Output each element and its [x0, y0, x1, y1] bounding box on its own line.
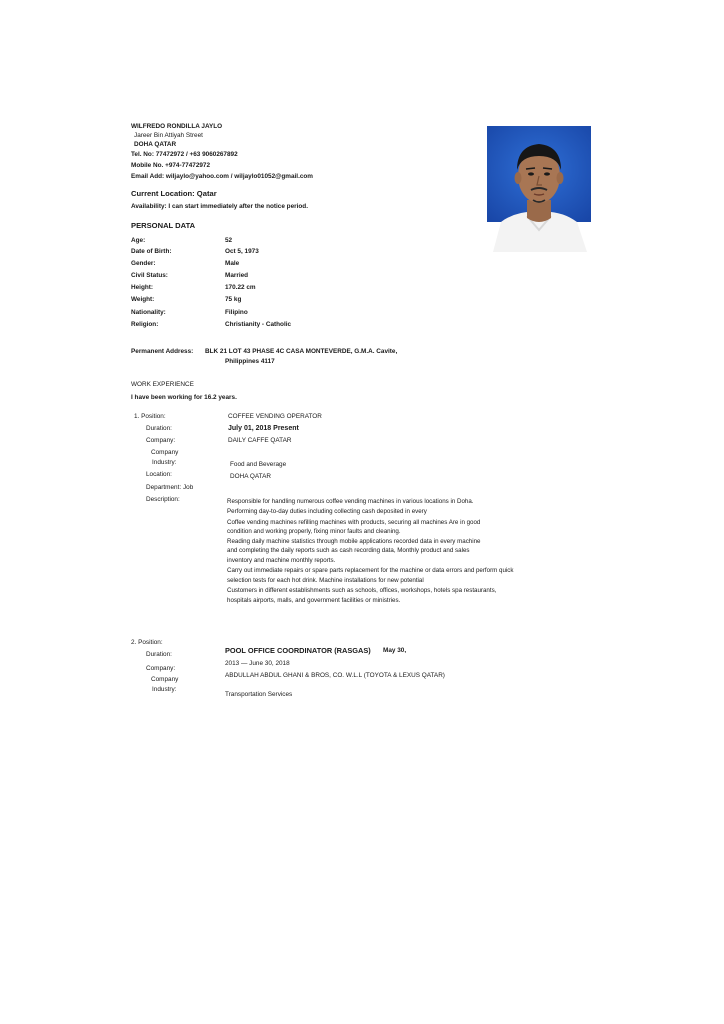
mobile: Mobile No. +974-77472972 [131, 162, 211, 169]
current-location: Current Location: Qatar [131, 189, 217, 198]
job1-description-line: Coffee vending machines refilling machines with products, securing all machines Are in good [227, 519, 481, 526]
job1-position: COFFEE VENDING OPERATOR [228, 413, 322, 420]
job2-position-date: May 30, [383, 647, 407, 654]
job2-position: POOL OFFICE COORDINATOR (RASGAS) [225, 646, 371, 655]
age-value: 52 [225, 237, 233, 244]
job2-industry: Transportation Services [225, 691, 293, 698]
job2-position-label: 2. Position: [131, 639, 163, 646]
job2-industry-label-2: Industry: [152, 686, 177, 693]
job1-description-line: hospitals airports, malls, and government facilities or ministries. [227, 597, 401, 604]
religion-label: Religion: [131, 321, 159, 328]
job1-industry-label-2: Industry: [152, 459, 177, 466]
job1-location-label: Location: [146, 471, 172, 478]
job1-department-label: Department: Job [146, 484, 194, 491]
job1-description-line: Responsible for handling numerous coffee vending machines in various locations in Doha. [227, 498, 474, 505]
job1-description-line: Reading daily machine statistics through mobile applications recorded data in every machine [227, 538, 481, 545]
city: DOHA QATAR [134, 141, 177, 148]
height-value: 170.22 cm [225, 284, 256, 291]
nationality-label: Nationality: [131, 309, 166, 316]
availability: Availability: I can start immediately after the notice period. [131, 203, 308, 210]
work-experience-heading: WORK EXPERIENCE [131, 381, 194, 388]
applicant-name: WILFREDO RONDILLA JAYLO [131, 123, 223, 130]
street-address: Jareer Bin Attiyah Street [134, 132, 203, 139]
job2-company: ABDULLAH ABDUL GHANI & BROS, CO. W.L.L (TOYOTA & LEXUS QATAR) [225, 672, 445, 679]
personal-data-heading: PERSONAL DATA [131, 221, 196, 230]
job1-duration-label: Duration: [146, 425, 172, 432]
email: Email Add: wiljaylo@yahoo.com / wiljaylo01052@gmail.com [131, 173, 313, 180]
gender-value: Male [225, 260, 240, 267]
permanent-address-label: Permanent Address: [131, 348, 194, 355]
work-experience-summary: I have been working for 16.2 years. [131, 394, 237, 401]
permanent-address-line1: BLK 21 LOT 43 PHASE 4C CASA MONTEVERDE, G.M.A. Cavite, [205, 348, 398, 355]
nationality-value: Filipino [225, 309, 248, 316]
civil-status-label: Civil Status: [131, 272, 168, 279]
dob-label: Date of Birth: [131, 248, 172, 255]
weight-value: 75 kg [225, 296, 242, 303]
civil-status-value: Married [225, 272, 249, 279]
job1-description-label: Description: [146, 496, 180, 503]
gender-label: Gender: [131, 260, 156, 267]
job2-duration: 2013 — June 30, 2018 [225, 660, 290, 667]
job1-description-line: and completing the daily reports such as cash recording data, Monthly product and sales [227, 547, 470, 554]
age-label: Age: [131, 237, 146, 244]
job1-description-line: Carry out immediate repairs or spare parts replacement for the machine or data errors and perform quick [227, 567, 514, 574]
job1-industry: Food and Beverage [230, 461, 287, 468]
job1-description-line: inventory and machine monthly reports. [227, 557, 336, 564]
job2-industry-label-1: Company [151, 676, 179, 683]
permanent-address-line2: Philippines 4117 [225, 358, 275, 365]
job1-description-line: selection tests for each hot drink. Machine installations for new potential [227, 577, 424, 584]
job2-duration-label: Duration: [146, 651, 172, 658]
job1-position-label: 1. Position: [134, 413, 166, 420]
religion-value: Christianity - Catholic [225, 321, 292, 328]
dob-value: Oct 5, 1973 [225, 248, 259, 255]
job1-location: DOHA QATAR [230, 473, 271, 480]
height-label: Height: [131, 284, 154, 291]
job1-description-line: condition and working properly, fixing minor faults and cleaning. [227, 528, 401, 535]
profile-photo [487, 126, 591, 252]
job1-duration: July 01, 2018 Present [228, 425, 299, 432]
telephone: Tel. No: 77472972 / +63 9060267892 [131, 151, 238, 158]
job2-company-label: Company: [146, 665, 176, 672]
job1-company: DAILY CAFFE QATAR [228, 437, 292, 444]
job1-description-line: Performing day-to-day duties including collecting cash deposited in every [227, 508, 427, 515]
job1-company-label: Company: [146, 437, 176, 444]
weight-label: Weight: [131, 296, 155, 303]
job1-description-line: Customers in different establishments such as schools, offices, workshops, hotels spa restaurants, [227, 587, 497, 594]
job1-industry-label-1: Company [151, 449, 179, 456]
